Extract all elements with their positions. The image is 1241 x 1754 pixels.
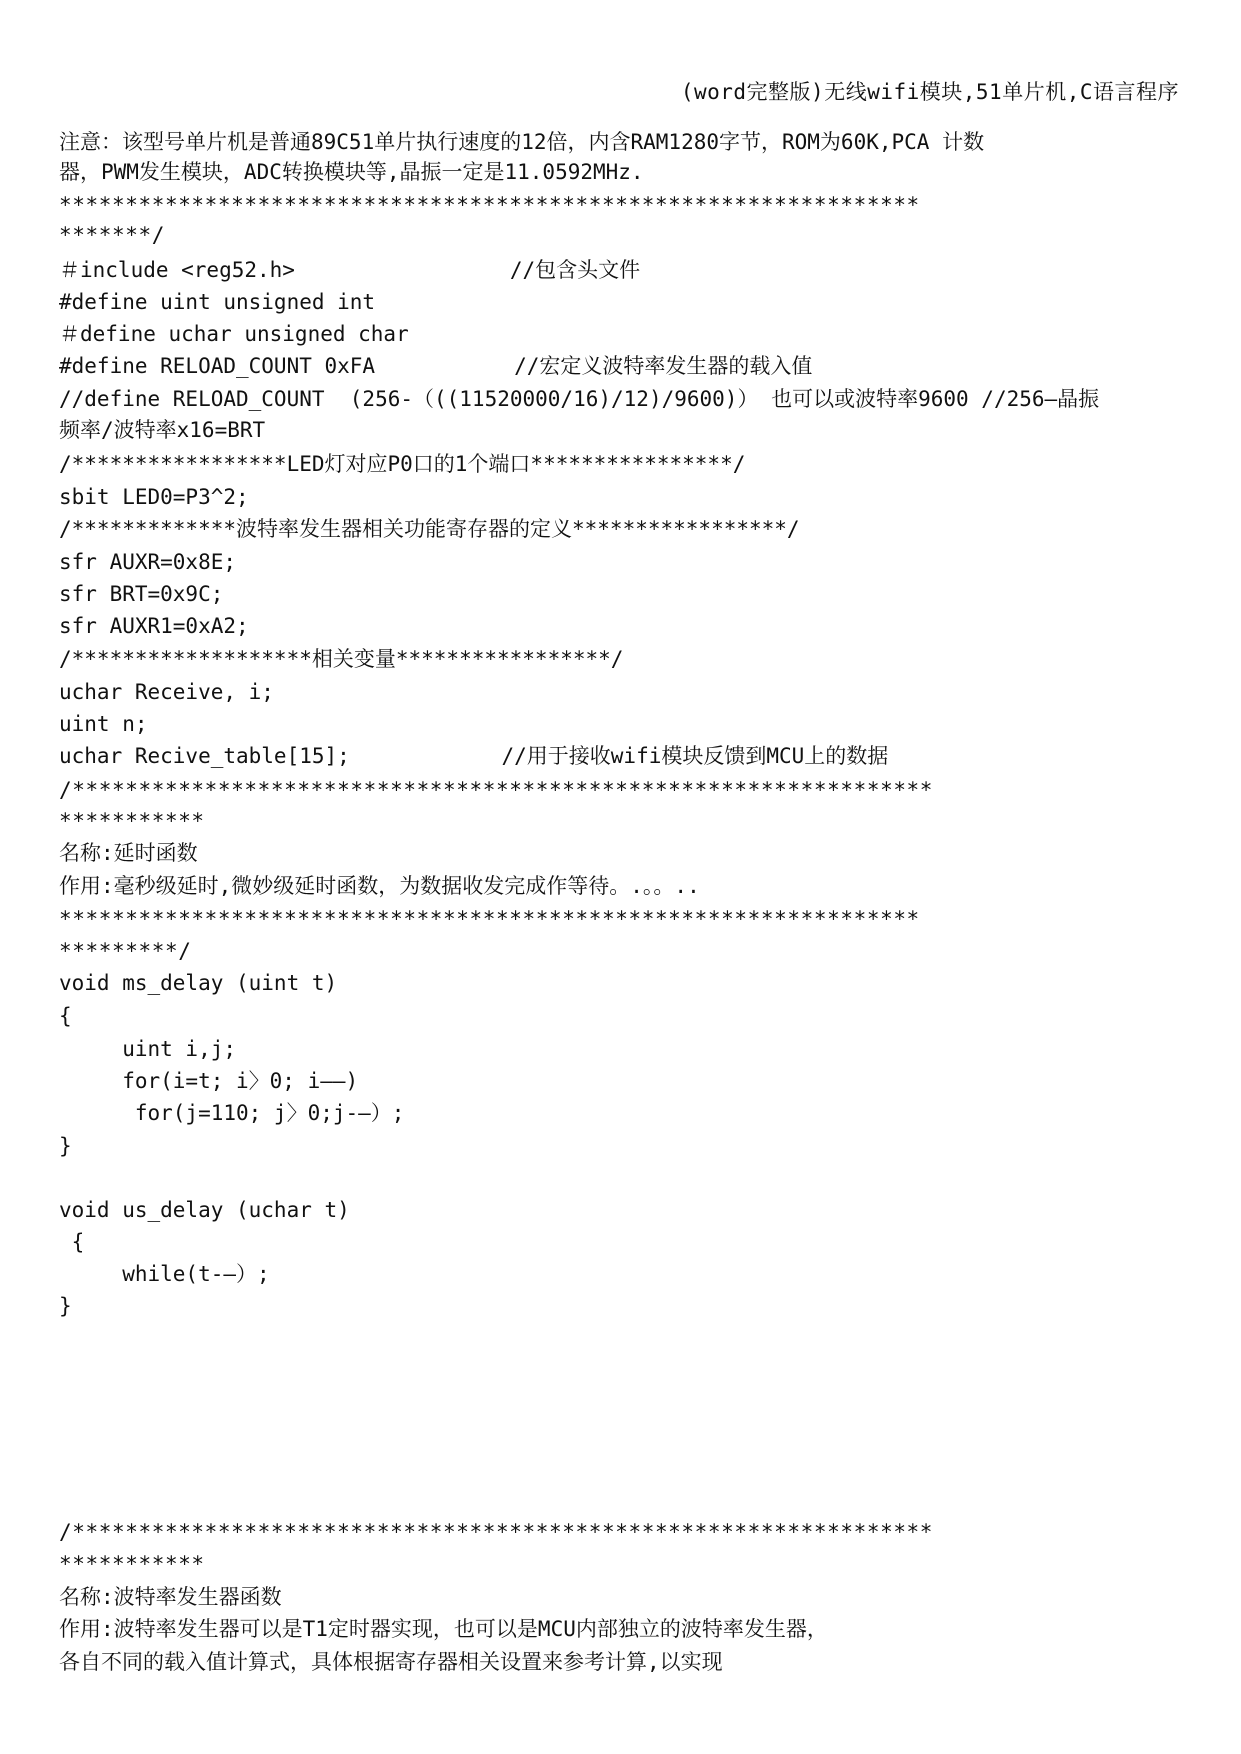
code-line: 器，PWM发生模块，ADC转换模块等,晶振一定是11.0592MHz. — [59, 160, 644, 184]
comment-line: *********/ — [59, 939, 192, 963]
code-line: for(i=t; i〉0; i——) — [59, 1069, 359, 1093]
code-line: #define uint unsigned int — [59, 290, 376, 314]
code-line: uint i,j; — [59, 1037, 237, 1061]
code-line: uchar Receive, i; — [59, 680, 274, 704]
comment-line: *******/ — [59, 223, 165, 247]
code-line: void us_delay (uchar t) — [59, 1198, 350, 1222]
code-line: uchar Recive_table[15]; //用于接收wifi模块反馈到MCU上的数据 — [59, 744, 889, 768]
code-line: sbit LED0=P3^2; — [59, 485, 249, 509]
code-line: //define RELOAD_COUNT (256-（((11520000/16)/12)/9600)） 也可以或波特率9600 //256—晶振 — [59, 387, 1100, 411]
code-line: 作用:波特率发生器可以是T1定时器实现，也可以是MCU内部独立的波特率发生器， — [59, 1617, 828, 1641]
code-line: for(j=110; j〉0;j-—）; — [59, 1101, 405, 1125]
comment-line: ***************************************************************** — [59, 907, 920, 931]
code-line: 各自不同的载入值计算式，具体根据寄存器相关设置来参考计算,以实现 — [59, 1650, 723, 1674]
code-line: } — [59, 1134, 72, 1158]
code-line — [59, 1163, 1184, 1193]
code-line: { — [59, 1230, 85, 1254]
code-line: sfr BRT=0x9C; — [59, 582, 224, 606]
code-line: while(t-—）; — [59, 1262, 270, 1286]
comment-line: /*************波特率发生器相关功能寄存器的定义*****************/ — [59, 517, 800, 541]
code-line: void ms_delay (uint t) — [59, 971, 338, 995]
code-line: { — [59, 1004, 72, 1028]
comment-line: /*****************LED灯对应P0口的1个端口****************/ — [59, 452, 746, 476]
code-line: } — [59, 1294, 72, 1318]
comment-line: ***************************************************************** — [59, 193, 920, 217]
comment-line: /***************************************************************** — [59, 1520, 934, 1544]
code-line: 注意：该型号单片机是普通89C51单片执行速度的12倍，内含RAM1280字节，ROM为60K,PCA 计数 — [59, 130, 985, 154]
code-line: ＃define uchar unsigned char — [59, 322, 409, 346]
code-line: 名称:波特率发生器函数 — [59, 1585, 282, 1609]
code-line: #define RELOAD_COUNT 0xFA //宏定义波特率发生器的载入值 — [59, 354, 813, 378]
comment-line: *********** — [59, 809, 205, 833]
code-line: uint n; — [59, 712, 148, 736]
code-line: 频率/波特率x16=BRT — [59, 418, 266, 442]
comment-line: /*******************相关变量*****************/ — [59, 647, 624, 671]
code-line: 名称:延时函数 — [59, 841, 198, 865]
code-line: sfr AUXR1=0xA2; — [59, 614, 249, 638]
page-header: (word完整版)无线wifi模块,51单片机,C语言程序 — [680, 80, 1179, 104]
code-line: 作用:毫秒级延时,微妙级延时函数，为数据收发完成作等待。.。。.. — [59, 874, 700, 898]
code-line: ＃include <reg52.h> //包含头文件 — [59, 258, 641, 282]
comment-line: /***************************************************************** — [59, 778, 934, 802]
code-line: sfr AUXR=0x8E; — [59, 550, 237, 574]
comment-line: *********** — [59, 1552, 205, 1576]
